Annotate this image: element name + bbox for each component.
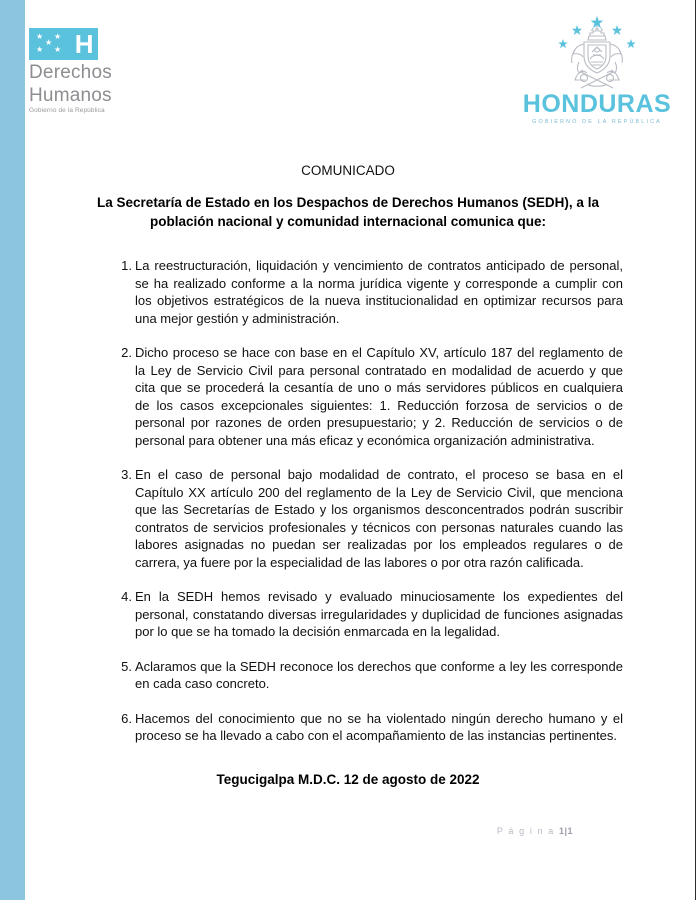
honduras-logo xyxy=(517,14,677,126)
clause-list xyxy=(100,257,671,745)
flag-star-icon: ★ xyxy=(45,38,53,47)
flag-star-icon: ★ xyxy=(54,32,62,41)
list-item xyxy=(100,257,671,327)
document-header xyxy=(25,0,695,148)
list-item xyxy=(100,658,671,693)
sedh-logo xyxy=(29,28,169,115)
flag-star-icon: ★ xyxy=(36,45,44,54)
clause-number: 3. xyxy=(121,467,132,482)
emblem-stars xyxy=(558,16,636,48)
list-item xyxy=(100,344,671,449)
clause-text: En la SEDH hemos revisado y evaluado minuciosamente los expedientes del personal, constatando diversas irregularidades y duplicidad de funciones asignadas por lo que se ha tomado la decisión enmarcada en la legalidad. xyxy=(135,589,623,639)
page-title: COMUNICADO xyxy=(301,163,395,178)
clause-number: 2. xyxy=(121,345,132,360)
clause-text: Dicho proceso se hace con base en el Capítulo XV, artículo 187 del reglamento de la Ley de Servicio Civil para personal contratado en modalidad de acuerdo y que cita que se procederá la cesantía de uno o más servidores públicos en cualquiera de los casos excepcionales siguientes: 1. Reducción forzosa de servicios o de personal por razones de orden presupuestario; y 2. Reducción de servicios o de personal para obtener una más eficaz y económica organización administrativa. xyxy=(135,345,623,448)
footer-page-number: 1|1 xyxy=(558,826,573,836)
flag-star-icon: ★ xyxy=(36,32,44,41)
footer-page-label: P á g i n a xyxy=(496,826,555,836)
clause-number: 1. xyxy=(121,258,132,273)
left-brand-stripe xyxy=(0,0,25,900)
clause-number: 5. xyxy=(121,658,132,674)
clause-text: La reestructuración, liquidación y vencimiento de contratos anticipado de personal, se ha realizado conforme a la norma jurídica vigente y corresponde a cumplir con los objetivos estratégicos de la nueva institucionalidad en optimizar recursos para una mejor gestión y administración. xyxy=(135,258,623,326)
emblem-shield xyxy=(572,26,623,88)
clause-text: Hacemos del conocimiento que no se ha violentado ningún derecho humano y el proceso se ha llevado a cabo con el acompañamiento de las instancias pertinentes. xyxy=(135,710,623,743)
list-item xyxy=(100,710,671,745)
honduras-subtitle: GOBIERNO DE LA REPÚBLICA xyxy=(532,119,662,125)
signoff-line: Tegucigalpa M.D.C. 12 de agosto de 2022 xyxy=(216,771,480,787)
sedh-name-line1: Derechos xyxy=(29,62,112,83)
honduras-wordmark: HONDURAS xyxy=(522,90,672,118)
clause-number: 4. xyxy=(121,589,132,604)
sedh-subtitle: Gobierno de la República xyxy=(29,107,105,114)
honduras-coat-of-arms-icon xyxy=(517,14,677,94)
clause-text: En el caso de personal bajo modalidad de contrato, el proceso se basa en el Capítulo XX artículo 200 del reglamento de la Ley de Servicio Civil, que menciona que las Secretarías de Estado y los organismos desconcentrados podrán suscribir contratos de servicios profesionales y técnicos con personas naturales cuando las labores asignadas no puedan ser realizadas por los empleados regulares o de carrera, ya fuere por la especialidad de las labores o por otra razón calificada. xyxy=(135,467,623,570)
document-body xyxy=(25,150,671,789)
flag-h-letter: H xyxy=(74,29,93,59)
lead-paragraph: La Secretaría de Estado en los Despachos de Derechos Humanos (SEDH), a la población nacional y comunidad internacional comunica que: xyxy=(97,195,599,229)
sedh-name-line2: Humanos xyxy=(29,85,112,106)
list-item xyxy=(100,466,671,571)
clause-number: 6. xyxy=(121,710,132,726)
honduras-flag-icon xyxy=(29,28,98,60)
page-footer xyxy=(25,826,671,836)
list-item xyxy=(100,588,671,641)
flag-star-icon: ★ xyxy=(54,45,62,54)
clause-text: Aclaramos que la SEDH reconoce los derechos que conforme a ley les corresponde en cada caso concreto. xyxy=(135,658,623,691)
